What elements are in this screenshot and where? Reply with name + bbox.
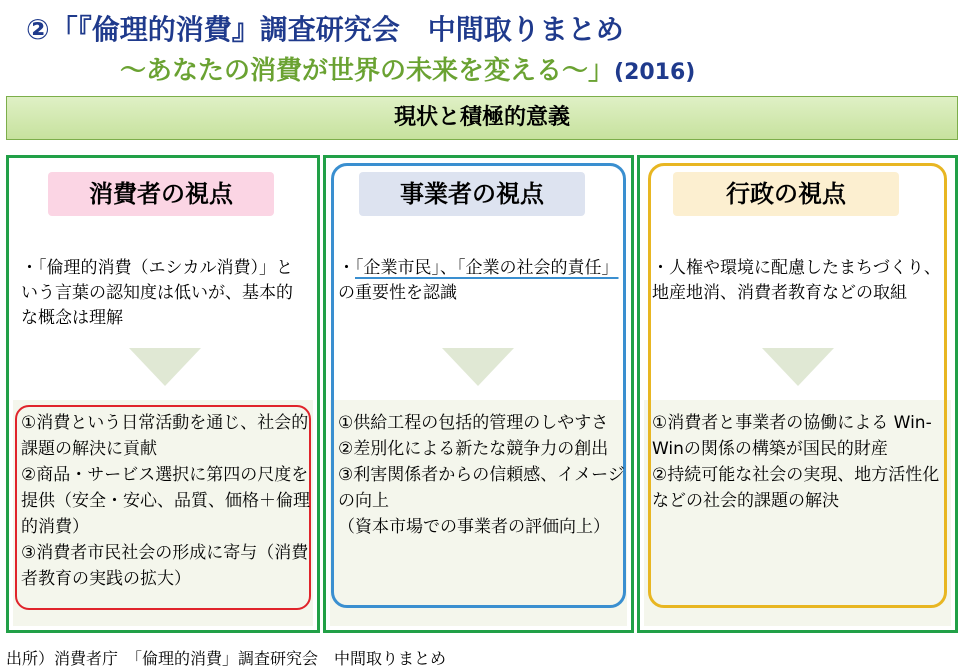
source-note: 出所）消費者庁 「倫理的消費」調査研究会 中間取りまとめ	[6, 649, 447, 668]
down-arrow-icon	[442, 348, 514, 386]
panel-heading: 行政の視点	[673, 172, 899, 216]
panel-consumer	[6, 155, 320, 633]
list-item: ③消費者市民社会の形成に寄与（消費者教育の実践の拡大）	[21, 543, 309, 589]
down-arrow-icon	[129, 348, 201, 386]
bullet-underlined: 「企業市民」、「企業の社会的責任」	[355, 258, 619, 278]
page-title: ②「『倫理的消費』調査研究会 中間取りまとめ	[26, 13, 624, 46]
list-item: ①消費という日常活動を通じ、社会的課題の解決に貢献	[21, 413, 309, 459]
bullet-suffix: の重要性を認識	[338, 283, 457, 303]
list-item: ②商品・サービス選択に第四の尺度を提供（安全・安心、品質、価格＋倫理的消費）	[21, 465, 310, 537]
list-item: ②持続可能な社会の実現、地方活性化などの社会的課題の解決	[652, 465, 940, 511]
panel-business	[323, 155, 634, 633]
list-item: ③利害関係者からの信頼感、イメージの向上	[338, 465, 625, 511]
page-subtitle	[120, 50, 695, 87]
list-item: ①消費者と事業者の協働による Win-Winの関係の構築が国民的財産	[652, 413, 932, 459]
panel-heading: 消費者の視点	[48, 172, 274, 216]
subtitle-text: 〜あなたの消費が世界の未来を変える〜」	[120, 56, 615, 86]
panel-heading: 事業者の視点	[359, 172, 585, 216]
benefit-list	[21, 410, 311, 592]
panel-bullet: ・「倫理的消費（エシカル消費）」という言葉の認知度は低いが、基本的な概念は理解	[21, 258, 293, 328]
panel-bullet: ・人権や環境に配慮したまちづくり、地産地消、消費者教育などの取組	[652, 258, 941, 303]
list-item: ②差別化による新たな競争力の創出	[338, 439, 609, 459]
down-arrow-icon	[762, 348, 834, 386]
section-banner: 現状と積極的意義	[6, 96, 958, 140]
list-item: （資本市場での事業者の評価向上）	[338, 517, 610, 537]
panel-government	[637, 155, 958, 633]
panel-bullet	[338, 256, 623, 306]
benefit-list	[652, 410, 949, 514]
benefit-list	[338, 410, 625, 540]
bullet-prefix: ・	[338, 258, 355, 278]
list-item: ①供給工程の包括的管理のしやすさ	[338, 413, 609, 433]
year-label: (2016)	[614, 60, 696, 85]
